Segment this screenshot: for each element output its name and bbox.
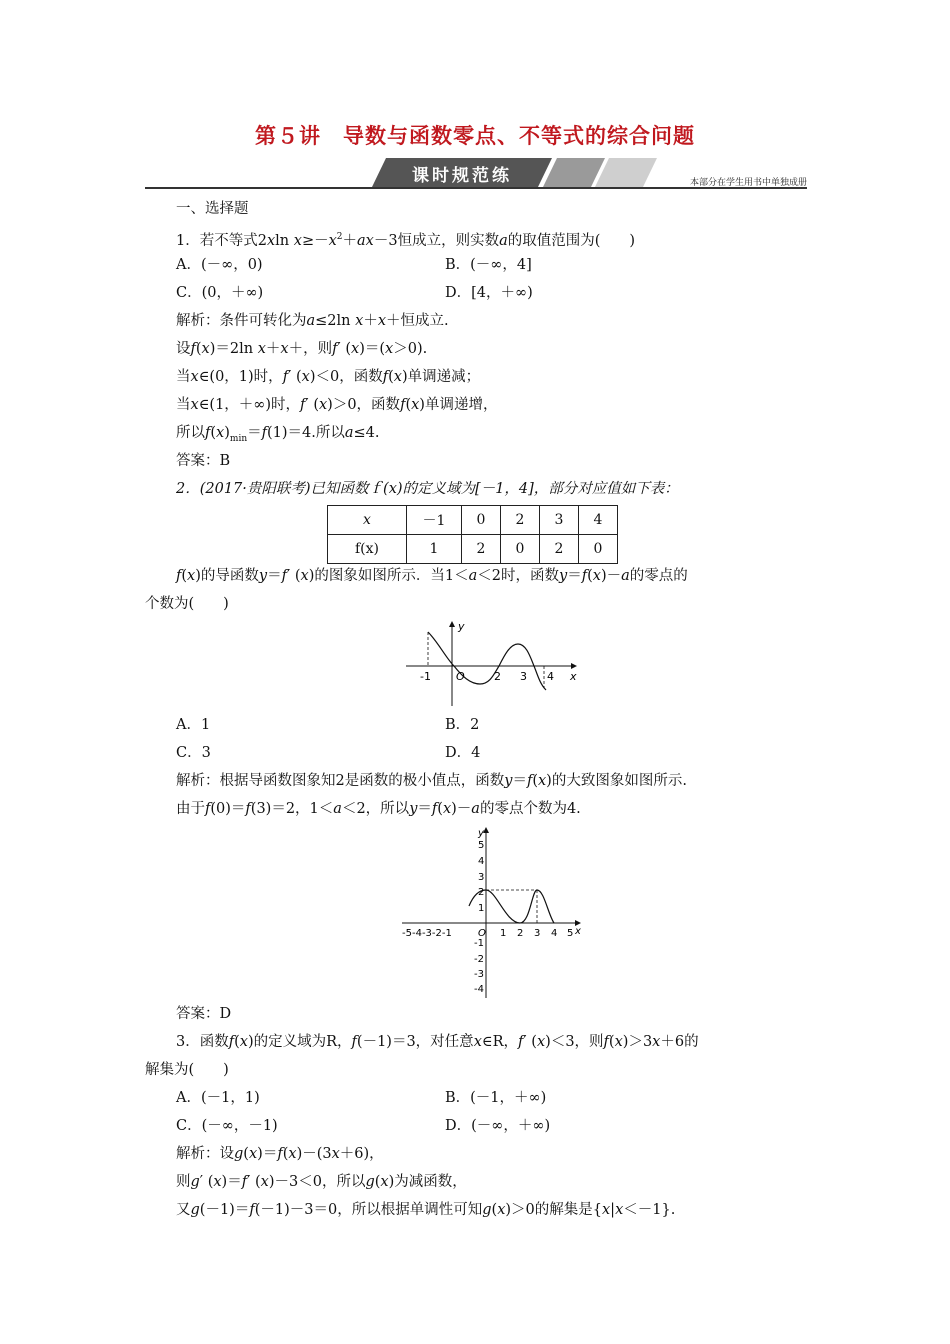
y-axis-label: y (478, 828, 484, 839)
table-cell: 0 (579, 535, 618, 564)
tick-label: 4 (547, 670, 554, 683)
q2-stem-line: 个数为( ) (145, 596, 229, 612)
q2-solution-line: 由于f(0)＝f(3)＝2，1＜a＜2，所以y＝f(x)－a的零点个数为4. (176, 801, 581, 817)
q3-stem-line: 解集为( ) (145, 1062, 229, 1078)
q2-option-d: D．4 (445, 745, 481, 761)
q2-answer: 答案：D (176, 1006, 232, 1022)
tick-label: 3 (520, 670, 527, 683)
section-heading: 一、选择题 (176, 201, 249, 217)
banner-decoration (595, 158, 657, 187)
q3-stem: 3．函数f(x)的定义域为R，f(－1)＝3，对任意x∈R，f′ (x)＜3，则f(x)＞3x＋6的 (176, 1034, 699, 1050)
q1-option-d: D．[4，＋∞) (445, 285, 533, 301)
q1-option-a: A．(－∞，0) (176, 257, 263, 273)
table-row (328, 506, 618, 535)
q3-solution-line: 解析：设g(x)＝f(x)－(3x＋6)， (176, 1146, 384, 1162)
q3-solution-line: 则g′ (x)＝f′ (x)－3＜0，所以g(x)为减函数， (176, 1174, 467, 1190)
tick-label: 4 (478, 856, 485, 867)
table-cell: 0 (462, 506, 501, 535)
tick-label: -3 (474, 969, 484, 980)
tick-label: 2 (478, 887, 485, 898)
table-cell: 2 (540, 535, 579, 564)
q1-answer: 答案：B (176, 453, 231, 469)
tick-label: 5 (567, 928, 574, 939)
q1-solution-line: 当x∈(1，＋∞)时，f′ (x)＞0，函数f(x)单调递增， (176, 397, 498, 413)
table-cell: 2 (501, 506, 540, 535)
value-table (327, 505, 618, 564)
tick-label: 1 (478, 903, 485, 914)
q1-solution-line: 设f(x)＝2ln x＋x＋，则f′ (x)＝(x＞0). (176, 341, 428, 357)
q2-option-a: A．1 (176, 717, 211, 733)
tick-label: 1 (500, 928, 507, 939)
derivative-graph (400, 618, 590, 708)
section-banner (145, 158, 807, 190)
q3-solution-line: 又g(－1)＝f(－1)－3＝0，所以根据单调性可知g(x)＞0的解集是{x|x＜－1}. (176, 1202, 676, 1218)
origin-label: O (456, 670, 465, 683)
q1-option-c: C．(0，＋∞) (176, 285, 264, 301)
y-axis-label: y (458, 620, 465, 633)
table-cell: 2 (462, 535, 501, 564)
derivative-curve (428, 632, 546, 690)
tick-label: -1 (474, 938, 484, 949)
q1-solution-line: 解析：条件可转化为a≤2ln x＋x＋恒成立. (176, 313, 449, 329)
banner-decoration (543, 158, 605, 187)
q3-option-d: D．(－∞，＋∞) (445, 1118, 551, 1134)
q2-solution-line: 解析：根据导函数图象知2是函数的极小值点，函数y＝f(x)的大致图象如图所示. (176, 773, 687, 789)
table-cell: 4 (579, 506, 618, 535)
banner-label: 课时规范练 (412, 166, 512, 186)
table-cell: －1 (407, 506, 462, 535)
q1-solution-line: 当x∈(0，1)时，f′ (x)＜0，函数f(x)单调递减； (176, 369, 481, 385)
q1-option-b: B．(－∞，4] (445, 257, 532, 273)
table-cell: 3 (540, 506, 579, 535)
tick-label: -2 (474, 954, 484, 965)
x-axis-label: x (575, 926, 581, 937)
tick-label: -5-4-3-2-1 (402, 928, 452, 939)
table-cell: 0 (501, 535, 540, 564)
table-cell: f(x) (328, 535, 407, 564)
q1-solution-line: 所以$f(x)_{min}=f(1)=4$.所以a≤4. (176, 425, 380, 444)
tick-label: -1 (420, 670, 431, 683)
tick-label: 2 (517, 928, 524, 939)
table-cell: x (328, 506, 407, 535)
function-graph (398, 824, 590, 1000)
x-axis-label: x (570, 670, 577, 683)
table-row (328, 535, 618, 564)
tick-label: 5 (478, 840, 485, 851)
tick-label: 3 (534, 928, 541, 939)
q2-stem: 2．(2017·贵阳联考)已知函数ｆ(x)的定义域为[－1，4]，部分对应值如下表： (176, 481, 679, 497)
tick-label: 2 (494, 670, 501, 683)
page-title: 第５讲 导数与函数零点、不等式的综合问题 (255, 124, 695, 148)
q2-option-c: C．3 (176, 745, 211, 761)
origin-label: O (478, 928, 486, 939)
q3-option-a: A．(－1，1) (176, 1090, 260, 1106)
tick-label: 4 (551, 928, 558, 939)
banner-note: 本部分在学生用书中单独成册 (689, 178, 807, 188)
tick-label: -4 (474, 984, 484, 995)
tick-label: 3 (478, 872, 485, 883)
table-cell: 1 (407, 535, 462, 564)
q2-option-b: B．2 (445, 717, 480, 733)
q3-option-b: B．(－1，＋∞) (445, 1090, 547, 1106)
q2-stem-line: f(x)的导函数y＝f′ (x)的图象如图所示．当1＜a＜2时，函数y＝f(x)－a的零点的 (176, 568, 688, 584)
q3-option-c: C．(－∞，－1) (176, 1118, 278, 1134)
q1-stem: 1．若不等式2xln $x\ge-x^2+ax-3$恒成立，则实数a的取值范围为( ) (176, 232, 636, 249)
